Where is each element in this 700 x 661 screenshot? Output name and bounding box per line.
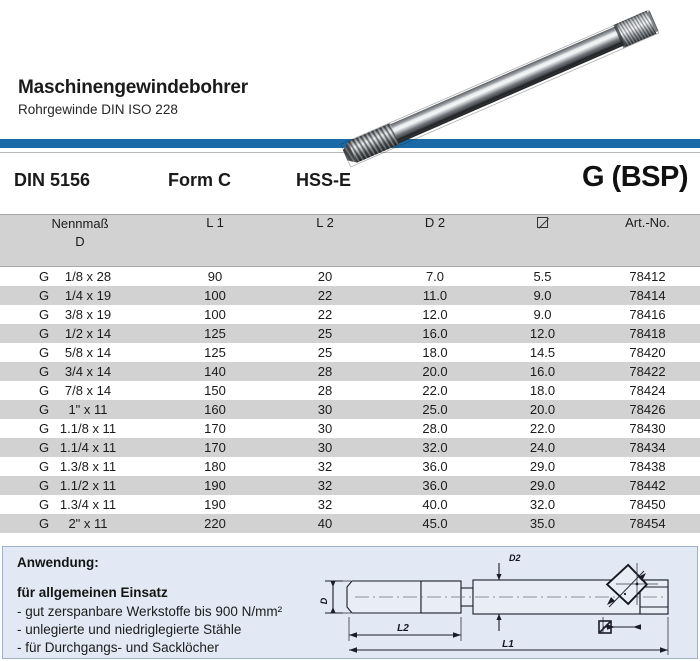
cell-l2: 30 bbox=[317, 421, 333, 436]
column-header-square-shank bbox=[490, 215, 595, 267]
cell-nennmass bbox=[0, 267, 160, 287]
page-title: Maschinengewindebohrer bbox=[18, 77, 248, 98]
cell-thread-size: 3/8 x 19 bbox=[64, 307, 112, 322]
cell-thread-size: 7/8 x 14 bbox=[64, 383, 112, 398]
cell-l1: 100 bbox=[204, 307, 226, 322]
cell-nennmass bbox=[0, 457, 160, 476]
table-row bbox=[0, 362, 700, 381]
application-bullet-3: - für Durchgangs- und Sacklöcher bbox=[17, 640, 219, 655]
cell-square-shank: 9.0 bbox=[533, 307, 552, 322]
cell-thread-prefix: G bbox=[38, 497, 50, 512]
technical-drawing bbox=[303, 547, 698, 659]
cell-l2: 40 bbox=[317, 516, 333, 531]
cell-l2: 30 bbox=[317, 440, 333, 455]
column-header-art-no: Art.-No. bbox=[595, 215, 700, 267]
cell-art-no: 78450 bbox=[629, 497, 666, 512]
cell-art-no: 78438 bbox=[629, 459, 666, 474]
cell-thread-prefix: G bbox=[38, 326, 50, 341]
cell-d2: 32.0 bbox=[422, 440, 448, 455]
table-row bbox=[0, 419, 700, 438]
table-row bbox=[0, 514, 700, 533]
cell-thread-size: 1" x 11 bbox=[68, 402, 108, 417]
cell-d2: 45.0 bbox=[422, 516, 448, 531]
cell-l2: 32 bbox=[317, 459, 333, 474]
cell-nennmass bbox=[0, 362, 160, 381]
table-row bbox=[0, 476, 700, 495]
cell-art-no: 78454 bbox=[629, 516, 666, 531]
cell-l1: 150 bbox=[204, 383, 226, 398]
application-panel bbox=[2, 546, 698, 659]
spec-row bbox=[0, 156, 700, 212]
cell-l2: 25 bbox=[317, 345, 333, 360]
column-header-d2: D 2 bbox=[380, 215, 490, 267]
cell-l1: 190 bbox=[204, 497, 226, 512]
cell-art-no: 78422 bbox=[629, 364, 666, 379]
cell-d2: 36.0 bbox=[422, 459, 448, 474]
cell-l1: 125 bbox=[204, 326, 226, 341]
cell-nennmass bbox=[0, 286, 160, 305]
cell-art-no: 78420 bbox=[629, 345, 666, 360]
cell-d2: 25.0 bbox=[422, 402, 448, 417]
accent-bar bbox=[0, 139, 700, 148]
cell-thread-size: 2" x 11 bbox=[68, 516, 108, 531]
cell-thread-prefix: G bbox=[38, 383, 50, 398]
cell-thread-prefix: G bbox=[38, 516, 50, 531]
cell-l1: 180 bbox=[204, 459, 226, 474]
cell-thread-size: 1/4 x 19 bbox=[64, 288, 112, 303]
column-header-nennmass-line2: D bbox=[75, 233, 85, 249]
cell-d2: 12.0 bbox=[422, 307, 448, 322]
table-row bbox=[0, 343, 700, 362]
cell-nennmass bbox=[0, 438, 160, 457]
header-divider bbox=[0, 152, 700, 153]
cell-l2: 22 bbox=[317, 288, 333, 303]
cell-l1: 190 bbox=[204, 478, 226, 493]
cell-thread-prefix: G bbox=[38, 288, 50, 303]
cell-square-shank: 29.0 bbox=[529, 459, 556, 474]
application-lead: für allgemeinen Einsatz bbox=[17, 585, 168, 600]
cell-d2: 18.0 bbox=[422, 345, 448, 360]
cell-square-shank: 16.0 bbox=[529, 364, 556, 379]
cell-l2: 28 bbox=[317, 383, 333, 398]
cell-l2: 25 bbox=[317, 326, 333, 341]
cell-l1: 220 bbox=[204, 516, 226, 531]
table-row bbox=[0, 438, 700, 457]
cell-nennmass bbox=[0, 419, 160, 438]
cell-thread-size: 5/8 x 14 bbox=[64, 345, 112, 360]
column-header-l1: L 1 bbox=[160, 215, 270, 267]
cell-l1: 160 bbox=[204, 402, 226, 417]
cell-l1: 90 bbox=[207, 269, 223, 284]
cell-l1: 125 bbox=[204, 345, 226, 360]
table-row bbox=[0, 324, 700, 343]
cell-l1: 140 bbox=[204, 364, 226, 379]
header-title-block bbox=[18, 78, 248, 118]
spec-thread-standard: G (BSP) bbox=[581, 161, 688, 193]
cell-nennmass bbox=[0, 343, 160, 362]
drawing-label-d2: D2 bbox=[509, 553, 521, 563]
table-row bbox=[0, 381, 700, 400]
cell-art-no: 78412 bbox=[629, 269, 666, 284]
spec-din-standard: DIN 5156 bbox=[14, 170, 91, 190]
cell-thread-prefix: G bbox=[38, 440, 50, 455]
cell-art-no: 78418 bbox=[629, 326, 666, 341]
cell-art-no: 78424 bbox=[629, 383, 666, 398]
cell-thread-size: 1/8 x 28 bbox=[64, 269, 112, 284]
cell-thread-size: 3/4 x 14 bbox=[64, 364, 112, 379]
application-bullets bbox=[17, 603, 282, 657]
drawing-label-l1: L1 bbox=[502, 639, 514, 650]
cell-thread-prefix: G bbox=[38, 421, 50, 436]
cell-l1: 170 bbox=[204, 421, 226, 436]
cell-thread-size: 1/2 x 14 bbox=[64, 326, 112, 341]
cell-d2: 28.0 bbox=[422, 421, 448, 436]
spec-table-wrapper bbox=[0, 214, 700, 533]
cell-square-shank: 14.5 bbox=[529, 345, 556, 360]
cell-square-shank: 9.0 bbox=[533, 288, 552, 303]
cell-thread-prefix: G bbox=[38, 345, 50, 360]
cell-nennmass bbox=[0, 381, 160, 400]
cell-thread-size: 1.1/8 x 11 bbox=[59, 421, 117, 436]
application-bullet-1: - gut zerspanbare Werkstoffe bis 900 N/mm² bbox=[17, 604, 283, 619]
cell-d2: 11.0 bbox=[422, 288, 448, 303]
cell-thread-size: 1.3/4 x 11 bbox=[59, 497, 117, 512]
cell-thread-size: 1.1/4 x 11 bbox=[59, 440, 117, 455]
column-header-nennmass bbox=[0, 215, 160, 267]
table-row bbox=[0, 267, 700, 287]
drawing-label-l2: L2 bbox=[397, 623, 409, 634]
cell-l1: 100 bbox=[204, 288, 226, 303]
cell-thread-prefix: G bbox=[38, 307, 50, 322]
square-shank-icon bbox=[537, 217, 548, 228]
cell-art-no: 78430 bbox=[629, 421, 666, 436]
drawing-label-d: D bbox=[319, 597, 329, 605]
cell-art-no: 78416 bbox=[629, 307, 666, 322]
cell-thread-size: 1.1/2 x 11 bbox=[59, 478, 117, 493]
cell-d2: 16.0 bbox=[422, 326, 448, 341]
column-header-nennmass-line1: Nennmaß bbox=[51, 216, 109, 231]
cell-nennmass bbox=[0, 400, 160, 419]
application-bullet-2: - unlegierte und niedriglegierte Stähle bbox=[17, 622, 242, 637]
page-subtitle: Rohrgewinde DIN ISO 228 bbox=[18, 101, 178, 117]
cell-square-shank: 5.5 bbox=[533, 269, 552, 284]
cell-square-shank: 22.0 bbox=[529, 421, 556, 436]
cell-square-shank: 35.0 bbox=[529, 516, 556, 531]
cell-nennmass bbox=[0, 324, 160, 343]
table-row bbox=[0, 305, 700, 324]
cell-thread-prefix: G bbox=[38, 459, 50, 474]
cell-square-shank: 24.0 bbox=[529, 440, 556, 455]
cell-square-shank: 29.0 bbox=[529, 478, 556, 493]
cell-d2: 40.0 bbox=[422, 497, 448, 512]
cell-art-no: 78434 bbox=[629, 440, 666, 455]
cell-d2: 20.0 bbox=[422, 364, 448, 379]
cell-square-shank: 18.0 bbox=[529, 383, 556, 398]
cell-d2: 36.0 bbox=[422, 478, 448, 493]
cell-square-shank: 32.0 bbox=[529, 497, 556, 512]
cell-square-shank: 12.0 bbox=[529, 326, 556, 341]
spec-material: HSS-E bbox=[296, 170, 352, 190]
spec-form: Form C bbox=[168, 170, 231, 190]
cell-nennmass bbox=[0, 514, 160, 533]
table-row bbox=[0, 400, 700, 419]
table-row bbox=[0, 286, 700, 305]
table-head bbox=[0, 215, 700, 267]
spec-table bbox=[0, 214, 700, 533]
application-heading: Anwendung: bbox=[17, 555, 99, 570]
column-header-l2: L 2 bbox=[270, 215, 380, 267]
cell-l2: 32 bbox=[317, 497, 333, 512]
cell-art-no: 78426 bbox=[629, 402, 666, 417]
cell-l2: 22 bbox=[317, 307, 333, 322]
cell-thread-prefix: G bbox=[38, 478, 50, 493]
cell-thread-size: 1.3/8 x 11 bbox=[59, 459, 117, 474]
cell-l2: 30 bbox=[317, 402, 333, 417]
cell-art-no: 78414 bbox=[629, 288, 666, 303]
cell-l2: 28 bbox=[317, 364, 333, 379]
cell-nennmass bbox=[0, 476, 160, 495]
cell-nennmass bbox=[0, 495, 160, 514]
cell-nennmass bbox=[0, 305, 160, 324]
cell-l2: 32 bbox=[317, 478, 333, 493]
cell-thread-prefix: G bbox=[38, 364, 50, 379]
cell-square-shank: 20.0 bbox=[529, 402, 556, 417]
cell-l1: 170 bbox=[204, 440, 226, 455]
cell-d2: 22.0 bbox=[422, 383, 448, 398]
table-row bbox=[0, 457, 700, 476]
cell-thread-prefix: G bbox=[38, 402, 50, 417]
table-header-row bbox=[0, 215, 700, 267]
cell-thread-prefix: G bbox=[38, 269, 50, 284]
cell-d2: 7.0 bbox=[425, 269, 445, 284]
table-body bbox=[0, 267, 700, 534]
table-row bbox=[0, 495, 700, 514]
cell-l2: 20 bbox=[317, 269, 333, 284]
cell-art-no: 78442 bbox=[629, 478, 666, 493]
